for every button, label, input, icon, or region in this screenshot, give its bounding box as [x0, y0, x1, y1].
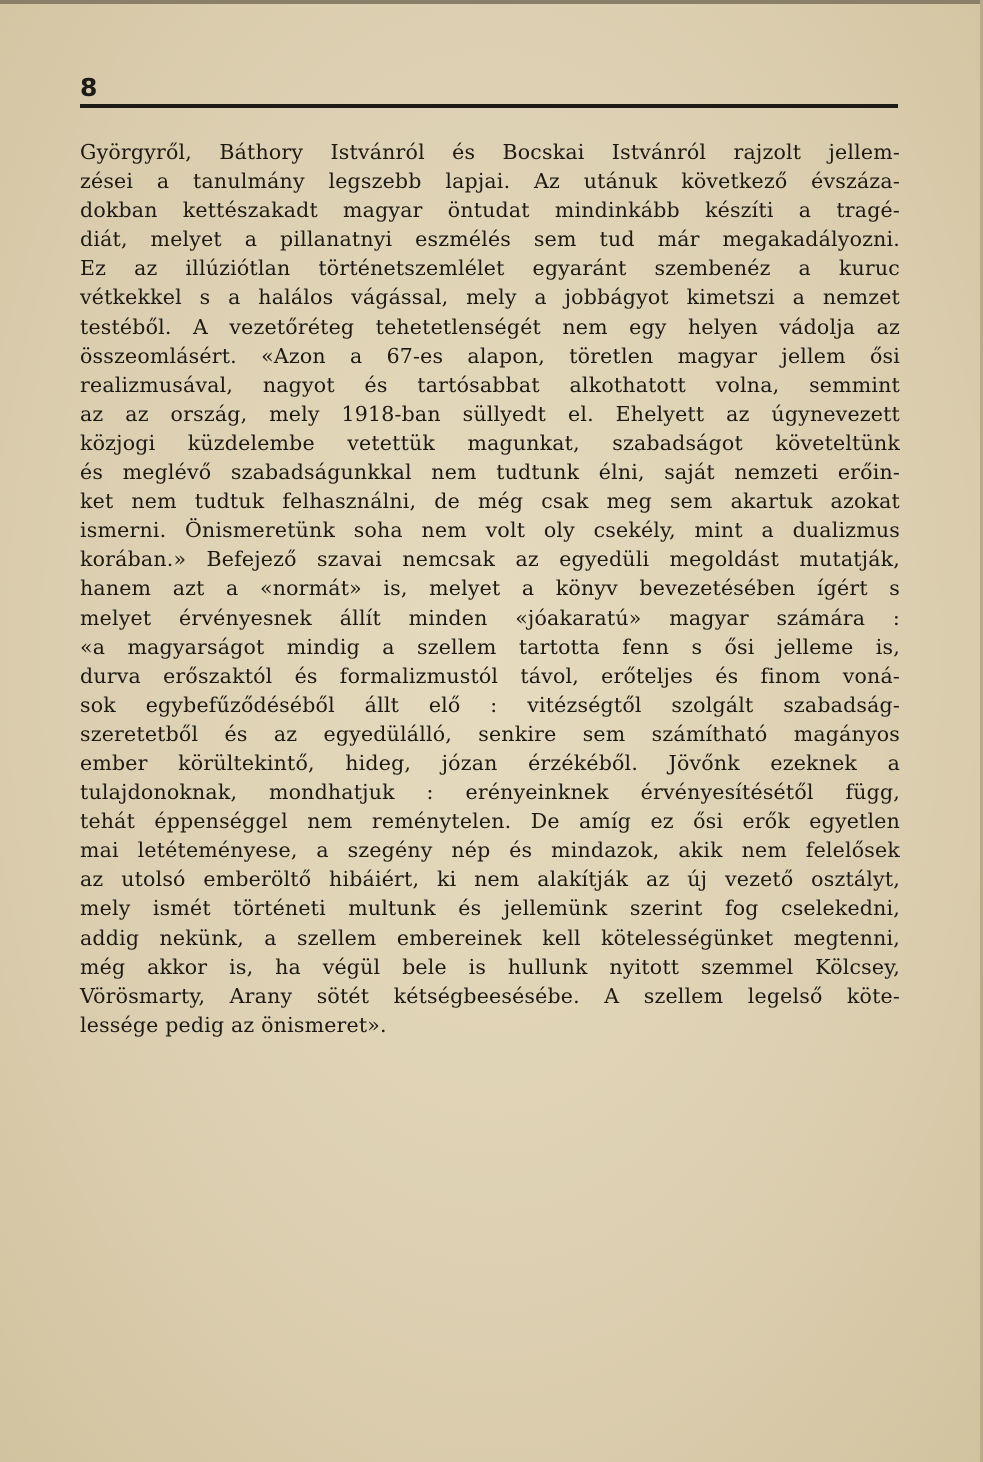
- text-line: zései a tanulmány legszebb lapjai. Az utánuk következő évszáza-: [80, 169, 900, 194]
- body-text: [80, 138, 900, 1040]
- text-line: Ez az illúziótlan történetszemlélet egyaránt szembenéz a kuruc: [80, 256, 900, 281]
- text-line-last: lessége pedig az önismeret».: [80, 1012, 387, 1037]
- text-line: diát, melyet a pillanatnyi eszmélés sem tud már megakadályozni.: [80, 227, 900, 252]
- text-line: mai letéteményese, a szegény nép és mindazok, akik nem felelősek: [80, 838, 900, 863]
- text-line: realizmusával, nagyot és tartósabbat alkothatott volna, semmint: [80, 372, 900, 397]
- text-line: ember körültekintő, hideg, józan érzékéből. Jövőnk ezeknek a: [80, 750, 900, 775]
- text-line: hanem azt a «normát» is, melyet a könyv bevezetésében ígért s: [80, 576, 900, 601]
- page-top-edge: [0, 0, 983, 4]
- text-line: az utolsó emberöltő hibáiért, ki nem alakítják az új vezető osztályt,: [80, 867, 900, 892]
- text-line: az az ország, mely 1918-ban süllyedt el. Ehelyett az úgynevezett: [80, 401, 900, 426]
- page-number: 8: [80, 73, 98, 102]
- text-line: szeretetből és az egyedülálló, senkire sem számítható magányos: [80, 721, 900, 746]
- text-line: ket nem tudtuk felhasználni, de még csak meg sem akartuk azokat: [80, 489, 900, 514]
- text-line: vétkekkel s a halálos vágással, mely a jobbágyot kimetszi a nemzet: [80, 285, 900, 310]
- text-line: tehát éppenséggel nem reménytelen. De amíg ez ősi erők egyetlen: [80, 809, 900, 834]
- text-line: Vörösmarty, Arany sötét kétségbeesésébe. A szellem legelső köte-: [80, 983, 900, 1008]
- text-line: mely ismét történeti multunk és jellemünk szerint fog cselekedni,: [80, 896, 900, 921]
- text-line: «a magyarságot mindig a szellem tartotta fenn s ősi jelleme is,: [80, 634, 900, 659]
- text-line: addig nekünk, a szellem embereinek kell kötelességünket megtenni,: [80, 925, 900, 950]
- text-line: tulajdonoknak, mondhatjuk : erényeinknek érvényesítésétől függ,: [80, 780, 900, 805]
- text-line: dokban kettészakadt magyar öntudat mindinkább készíti a tragé-: [80, 198, 900, 223]
- text-line: korában.» Befejező szavai nemcsak az egyedüli megoldást mutatják,: [80, 547, 900, 572]
- text-line: testéből. A vezetőréteg tehetetlenségét nem egy helyen vádolja az: [80, 314, 900, 339]
- text-line: melyet érvényesnek állít minden «jóakaratú» magyar számára :: [80, 605, 900, 630]
- text-line: összeomlásért. «Azon a 67-es alapon, töretlen magyar jellem ősi: [80, 343, 900, 368]
- text-line: még akkor is, ha végül bele is hullunk nyitott szemmel Kölcsey,: [80, 954, 900, 979]
- text-line: sok egybefűződéséből állt elő : vitézségtől szolgált szabadság-: [80, 692, 900, 717]
- text-line: közjogi küzdelembe vetettük magunkat, szabadságot követeltünk: [80, 430, 900, 455]
- text-line: ismerni. Önismeretünk soha nem volt oly csekély, mint a dualizmus: [80, 518, 900, 543]
- text-line: durva erőszaktól és formalizmustól távol, erőteljes és finom voná-: [80, 663, 900, 688]
- text-line: Györgyről, Báthory Istvánról és Bocskai Istvánról rajzolt jellem-: [80, 140, 900, 164]
- text-line: és meglévő szabadságunkkal nem tudtunk élni, saját nemzeti erőin-: [80, 460, 900, 485]
- header-rule: [80, 104, 898, 108]
